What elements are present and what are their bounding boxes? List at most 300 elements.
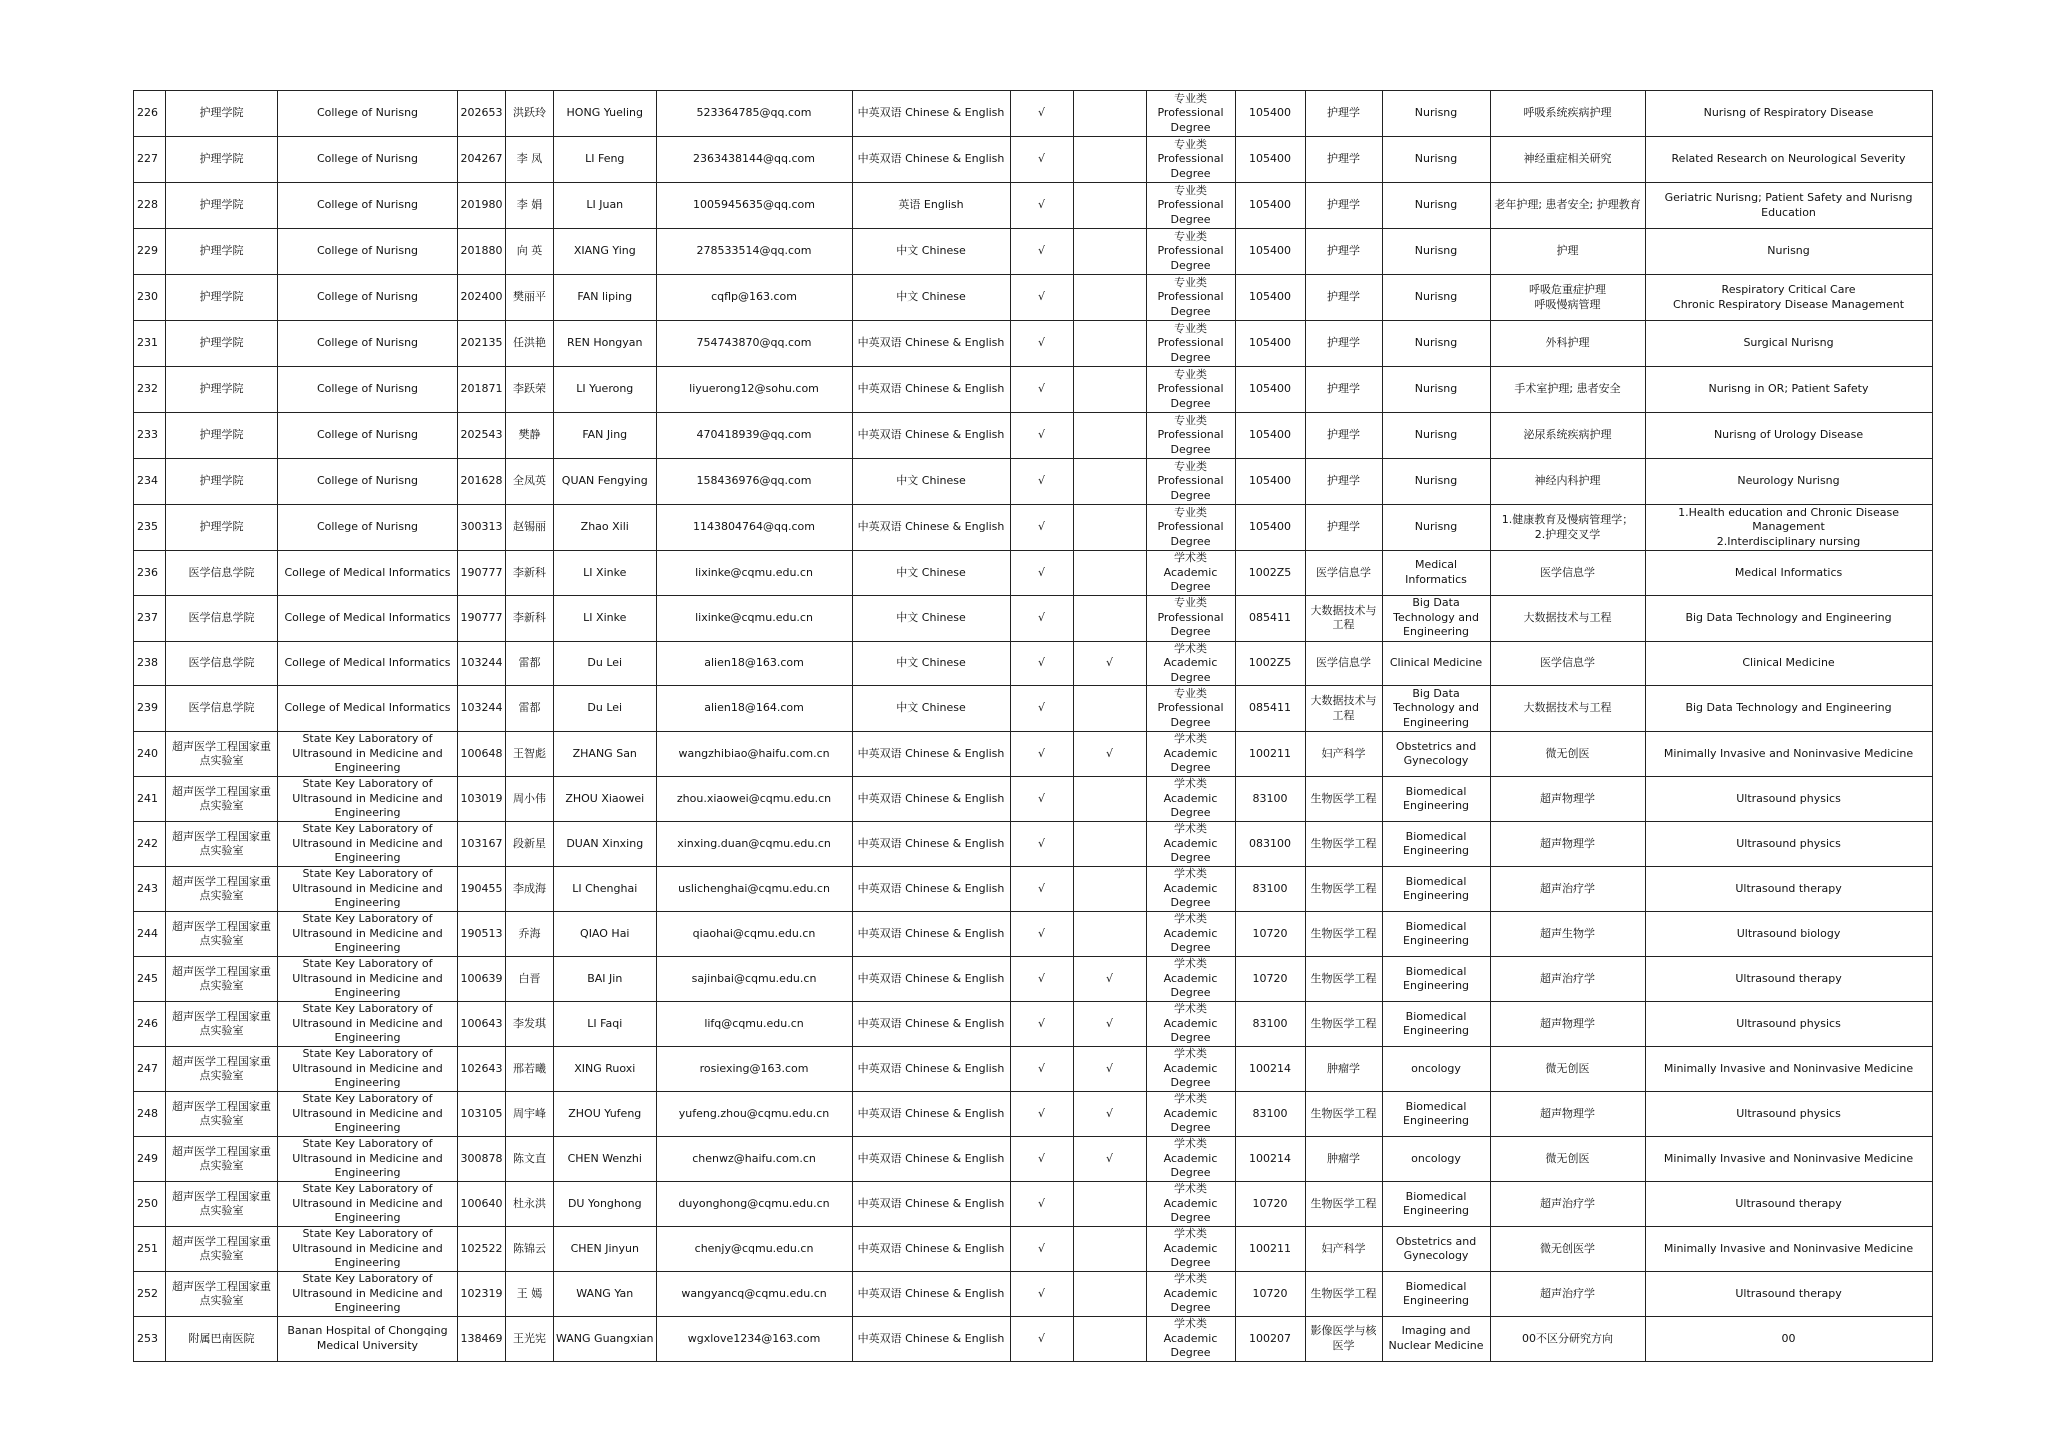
cell-direction-en: Surgical Nurisng: [1645, 321, 1932, 367]
cell-college-en: College of Nurisng: [278, 229, 458, 275]
cell-language: 中英双语 Chinese & English: [852, 137, 1010, 183]
cell-staff-id: 202400: [458, 275, 506, 321]
cell-major-code: 085411: [1235, 595, 1305, 641]
cell-name-cn: 李新科: [506, 595, 554, 641]
cell-staff-id: 204267: [458, 137, 506, 183]
cell-direction-en: Ultrasound physics: [1645, 1092, 1932, 1137]
cell-college-en: College of Nurisng: [278, 137, 458, 183]
cell-check-2: √: [1073, 641, 1146, 686]
cell-check-2: [1073, 686, 1146, 732]
cell-no: 238: [134, 641, 166, 686]
cell-direction-en: Big Data Technology and Engineering: [1645, 595, 1932, 641]
cell-college-cn: 超声医学工程国家重点实验室: [166, 822, 278, 867]
cell-check-2: [1073, 1182, 1146, 1227]
cell-check-2: √: [1073, 1002, 1146, 1047]
cell-check-2: [1073, 413, 1146, 459]
cell-language: 中英双语 Chinese & English: [852, 1047, 1010, 1092]
cell-check-2: √: [1073, 1047, 1146, 1092]
cell-degree-type: 专业类 Professional Degree: [1146, 183, 1235, 229]
cell-direction-en: Nurisng of Urology Disease: [1645, 413, 1932, 459]
cell-college-cn: 护理学院: [166, 229, 278, 275]
table-row: [134, 686, 1933, 732]
cell-check-2: [1073, 1272, 1146, 1317]
cell-check-2: [1073, 183, 1146, 229]
cell-staff-id: 202543: [458, 413, 506, 459]
cell-college-cn: 医学信息学院: [166, 551, 278, 596]
cell-direction-en: Ultrasound biology: [1645, 912, 1932, 957]
cell-name-cn: 李成海: [506, 867, 554, 912]
cell-name-cn: 乔海: [506, 912, 554, 957]
cell-no: 244: [134, 912, 166, 957]
cell-no: 251: [134, 1227, 166, 1272]
cell-name-en: CHEN Wenzhi: [554, 1137, 657, 1182]
cell-check-1: √: [1010, 732, 1073, 777]
cell-language: 中文 Chinese: [852, 595, 1010, 641]
cell-language: 中英双语 Chinese & English: [852, 732, 1010, 777]
cell-no: 226: [134, 91, 166, 137]
cell-degree-type: 学术类 Academic Degree: [1146, 822, 1235, 867]
cell-major-code: 100214: [1235, 1047, 1305, 1092]
cell-check-1: √: [1010, 822, 1073, 867]
cell-college-cn: 超声医学工程国家重点实验室: [166, 777, 278, 822]
cell-major-en: Nurisng: [1382, 275, 1490, 321]
cell-college-en: College of Nurisng: [278, 183, 458, 229]
cell-check-1: √: [1010, 1227, 1073, 1272]
cell-major-cn: 生物医学工程: [1305, 1002, 1382, 1047]
cell-name-en: ZHOU Yufeng: [554, 1092, 657, 1137]
cell-direction-en: Minimally Invasive and Noninvasive Medicine: [1645, 1047, 1932, 1092]
cell-check-1: √: [1010, 551, 1073, 596]
cell-college-cn: 超声医学工程国家重点实验室: [166, 912, 278, 957]
cell-language: 中文 Chinese: [852, 686, 1010, 732]
cell-direction-en: Respiratory Critical Care Chronic Respiratory Disease Management: [1645, 275, 1932, 321]
cell-direction-cn: 医学信息学: [1490, 551, 1645, 596]
cell-staff-id: 102643: [458, 1047, 506, 1092]
cell-major-cn: 生物医学工程: [1305, 1272, 1382, 1317]
cell-college-cn: 超声医学工程国家重点实验室: [166, 1047, 278, 1092]
cell-major-cn: 护理学: [1305, 183, 1382, 229]
cell-college-cn: 超声医学工程国家重点实验室: [166, 1182, 278, 1227]
cell-degree-type: 学术类 Academic Degree: [1146, 1137, 1235, 1182]
cell-staff-id: 201880: [458, 229, 506, 275]
cell-language: 中英双语 Chinese & English: [852, 413, 1010, 459]
table-row: [134, 867, 1933, 912]
cell-no: 240: [134, 732, 166, 777]
table-row: [134, 91, 1933, 137]
table-row: [134, 183, 1933, 229]
table-row: [134, 1227, 1933, 1272]
cell-direction-cn: 超声治疗学: [1490, 1272, 1645, 1317]
cell-direction-cn: 微无创医学: [1490, 1227, 1645, 1272]
cell-major-code: 83100: [1235, 1092, 1305, 1137]
cell-check-2: [1073, 91, 1146, 137]
cell-college-en: College of Nurisng: [278, 275, 458, 321]
cell-name-cn: 任洪艳: [506, 321, 554, 367]
cell-major-en: Obstetrics and Gynecology: [1382, 1227, 1490, 1272]
cell-name-en: FAN liping: [554, 275, 657, 321]
cell-direction-cn: 泌尿系统疾病护理: [1490, 413, 1645, 459]
cell-major-en: Nurisng: [1382, 367, 1490, 413]
table-row: [134, 1317, 1933, 1362]
cell-check-1: √: [1010, 505, 1073, 551]
cell-check-2: [1073, 505, 1146, 551]
table-row: [134, 229, 1933, 275]
cell-degree-type: 学术类 Academic Degree: [1146, 957, 1235, 1002]
cell-direction-en: Nurisng of Respiratory Disease: [1645, 91, 1932, 137]
cell-major-en: oncology: [1382, 1047, 1490, 1092]
cell-college-en: College of Nurisng: [278, 413, 458, 459]
cell-direction-cn: 神经内科护理: [1490, 459, 1645, 505]
cell-no: 235: [134, 505, 166, 551]
cell-degree-type: 学术类 Academic Degree: [1146, 777, 1235, 822]
cell-college-en: State Key Laboratory of Ultrasound in Medicine and Engineering: [278, 1137, 458, 1182]
cell-language: 中英双语 Chinese & English: [852, 505, 1010, 551]
cell-major-cn: 护理学: [1305, 137, 1382, 183]
cell-email: 158436976@qq.com: [656, 459, 852, 505]
table-row: [134, 137, 1933, 183]
cell-language: 中英双语 Chinese & English: [852, 1002, 1010, 1047]
cell-major-en: Biomedical Engineering: [1382, 1092, 1490, 1137]
cell-direction-en: Ultrasound physics: [1645, 777, 1932, 822]
cell-major-code: 100211: [1235, 732, 1305, 777]
cell-email: 2363438144@qq.com: [656, 137, 852, 183]
cell-college-en: College of Medical Informatics: [278, 686, 458, 732]
cell-direction-cn: 00不区分研究方向: [1490, 1317, 1645, 1362]
cell-direction-en: 00: [1645, 1317, 1932, 1362]
cell-direction-cn: 老年护理; 患者安全; 护理教育: [1490, 183, 1645, 229]
table-row: [134, 505, 1933, 551]
cell-major-code: 105400: [1235, 229, 1305, 275]
cell-college-cn: 超声医学工程国家重点实验室: [166, 1137, 278, 1182]
cell-college-cn: 医学信息学院: [166, 686, 278, 732]
cell-email: 523364785@qq.com: [656, 91, 852, 137]
cell-staff-id: 201980: [458, 183, 506, 229]
cell-check-2: [1073, 321, 1146, 367]
cell-college-cn: 护理学院: [166, 91, 278, 137]
cell-no: 248: [134, 1092, 166, 1137]
cell-name-en: BAI Jin: [554, 957, 657, 1002]
cell-direction-cn: 医学信息学: [1490, 641, 1645, 686]
cell-major-cn: 护理学: [1305, 229, 1382, 275]
cell-degree-type: 学术类 Academic Degree: [1146, 1317, 1235, 1362]
cell-check-1: √: [1010, 867, 1073, 912]
cell-language: 中英双语 Chinese & English: [852, 912, 1010, 957]
cell-language: 中英双语 Chinese & English: [852, 957, 1010, 1002]
cell-college-en: State Key Laboratory of Ultrasound in Medicine and Engineering: [278, 777, 458, 822]
cell-no: 230: [134, 275, 166, 321]
cell-check-1: √: [1010, 367, 1073, 413]
cell-check-1: √: [1010, 183, 1073, 229]
cell-name-cn: 陈文直: [506, 1137, 554, 1182]
cell-major-code: 10720: [1235, 957, 1305, 1002]
cell-major-cn: 护理学: [1305, 275, 1382, 321]
cell-check-2: [1073, 867, 1146, 912]
table-row: [134, 1047, 1933, 1092]
table-row: [134, 459, 1933, 505]
cell-college-en: College of Nurisng: [278, 367, 458, 413]
cell-college-en: State Key Laboratory of Ultrasound in Medicine and Engineering: [278, 1272, 458, 1317]
cell-college-cn: 超声医学工程国家重点实验室: [166, 867, 278, 912]
cell-language: 中英双语 Chinese & English: [852, 777, 1010, 822]
cell-name-cn: 周宇峰: [506, 1092, 554, 1137]
cell-email: uslichenghai@cqmu.edu.cn: [656, 867, 852, 912]
table-row: [134, 1182, 1933, 1227]
cell-staff-id: 100648: [458, 732, 506, 777]
cell-check-2: [1073, 1317, 1146, 1362]
cell-major-cn: 大数据技术与工程: [1305, 686, 1382, 732]
cell-college-en: State Key Laboratory of Ultrasound in Medicine and Engineering: [278, 822, 458, 867]
cell-language: 中英双语 Chinese & English: [852, 822, 1010, 867]
cell-no: 228: [134, 183, 166, 229]
cell-major-cn: 大数据技术与工程: [1305, 595, 1382, 641]
cell-name-en: DU Yonghong: [554, 1182, 657, 1227]
cell-college-en: State Key Laboratory of Ultrasound in Medicine and Engineering: [278, 1227, 458, 1272]
cell-check-2: √: [1073, 732, 1146, 777]
cell-name-en: DUAN Xinxing: [554, 822, 657, 867]
cell-major-code: 100207: [1235, 1317, 1305, 1362]
cell-major-code: 105400: [1235, 275, 1305, 321]
cell-email: 754743870@qq.com: [656, 321, 852, 367]
cell-direction-cn: 手术室护理; 患者安全: [1490, 367, 1645, 413]
cell-college-cn: 护理学院: [166, 275, 278, 321]
cell-degree-type: 学术类 Academic Degree: [1146, 1182, 1235, 1227]
cell-no: 249: [134, 1137, 166, 1182]
cell-name-en: CHEN Jinyun: [554, 1227, 657, 1272]
cell-major-en: Nurisng: [1382, 91, 1490, 137]
cell-check-2: [1073, 1227, 1146, 1272]
cell-direction-en: Minimally Invasive and Noninvasive Medicine: [1645, 732, 1932, 777]
cell-no: 236: [134, 551, 166, 596]
cell-no: 245: [134, 957, 166, 1002]
cell-no: 246: [134, 1002, 166, 1047]
cell-direction-cn: 超声物理学: [1490, 777, 1645, 822]
cell-major-code: 100214: [1235, 1137, 1305, 1182]
cell-name-en: QIAO Hai: [554, 912, 657, 957]
cell-email: wgxlove1234@163.com: [656, 1317, 852, 1362]
cell-language: 中文 Chinese: [852, 641, 1010, 686]
cell-staff-id: 103244: [458, 641, 506, 686]
cell-staff-id: 190455: [458, 867, 506, 912]
cell-no: 233: [134, 413, 166, 459]
cell-name-cn: 周小伟: [506, 777, 554, 822]
cell-language: 中英双语 Chinese & English: [852, 1137, 1010, 1182]
cell-staff-id: 300878: [458, 1137, 506, 1182]
table-row: [134, 912, 1933, 957]
cell-name-en: LI Xinke: [554, 595, 657, 641]
cell-check-2: [1073, 137, 1146, 183]
table-row: [134, 321, 1933, 367]
cell-college-cn: 超声医学工程国家重点实验室: [166, 1272, 278, 1317]
cell-major-en: Big Data Technology and Engineering: [1382, 686, 1490, 732]
cell-college-cn: 医学信息学院: [166, 595, 278, 641]
cell-degree-type: 学术类 Academic Degree: [1146, 1092, 1235, 1137]
cell-degree-type: 专业类 Professional Degree: [1146, 229, 1235, 275]
cell-email: 1005945635@qq.com: [656, 183, 852, 229]
cell-email: sajinbai@cqmu.edu.cn: [656, 957, 852, 1002]
cell-name-cn: 赵锡丽: [506, 505, 554, 551]
cell-college-en: College of Medical Informatics: [278, 595, 458, 641]
cell-major-cn: 妇产科学: [1305, 1227, 1382, 1272]
cell-direction-cn: 超声生物学: [1490, 912, 1645, 957]
cell-direction-cn: 微无创医: [1490, 1047, 1645, 1092]
cell-staff-id: 202653: [458, 91, 506, 137]
cell-language: 中英双语 Chinese & English: [852, 367, 1010, 413]
cell-major-en: Big Data Technology and Engineering: [1382, 595, 1490, 641]
cell-college-en: College of Medical Informatics: [278, 551, 458, 596]
cell-major-en: Obstetrics and Gynecology: [1382, 732, 1490, 777]
cell-email: chenwz@haifu.com.cn: [656, 1137, 852, 1182]
cell-degree-type: 学术类 Academic Degree: [1146, 1227, 1235, 1272]
cell-college-cn: 医学信息学院: [166, 641, 278, 686]
cell-major-en: Nurisng: [1382, 229, 1490, 275]
table-row: [134, 595, 1933, 641]
cell-name-en: Du Lei: [554, 641, 657, 686]
cell-major-en: Medical Informatics: [1382, 551, 1490, 596]
cell-check-1: √: [1010, 686, 1073, 732]
cell-college-en: College of Nurisng: [278, 459, 458, 505]
cell-name-cn: 全凤英: [506, 459, 554, 505]
cell-major-code: 83100: [1235, 867, 1305, 912]
cell-email: cqflp@163.com: [656, 275, 852, 321]
table-row: [134, 957, 1933, 1002]
cell-staff-id: 103105: [458, 1092, 506, 1137]
cell-name-en: QUAN Fengying: [554, 459, 657, 505]
cell-check-2: [1073, 275, 1146, 321]
cell-no: 241: [134, 777, 166, 822]
cell-major-code: 083100: [1235, 822, 1305, 867]
cell-major-cn: 影像医学与核医学: [1305, 1317, 1382, 1362]
cell-direction-cn: 微无创医: [1490, 732, 1645, 777]
cell-college-cn: 护理学院: [166, 137, 278, 183]
cell-language: 中文 Chinese: [852, 551, 1010, 596]
cell-check-2: [1073, 822, 1146, 867]
cell-name-cn: 雷都: [506, 686, 554, 732]
cell-language: 中文 Chinese: [852, 275, 1010, 321]
cell-no: 234: [134, 459, 166, 505]
cell-degree-type: 学术类 Academic Degree: [1146, 912, 1235, 957]
cell-email: 1143804764@qq.com: [656, 505, 852, 551]
cell-college-cn: 超声医学工程国家重点实验室: [166, 1092, 278, 1137]
cell-direction-en: Medical Informatics: [1645, 551, 1932, 596]
cell-language: 英语 English: [852, 183, 1010, 229]
cell-direction-en: Nurisng in OR; Patient Safety: [1645, 367, 1932, 413]
cell-no: 237: [134, 595, 166, 641]
cell-degree-type: 专业类 Professional Degree: [1146, 459, 1235, 505]
cell-name-en: HONG Yueling: [554, 91, 657, 137]
cell-email: lixinke@cqmu.edu.cn: [656, 595, 852, 641]
cell-direction-en: Clinical Medicine: [1645, 641, 1932, 686]
cell-name-cn: 邢若曦: [506, 1047, 554, 1092]
cell-degree-type: 学术类 Academic Degree: [1146, 1047, 1235, 1092]
cell-language: 中文 Chinese: [852, 459, 1010, 505]
cell-email: duyonghong@cqmu.edu.cn: [656, 1182, 852, 1227]
cell-college-cn: 超声医学工程国家重点实验室: [166, 1002, 278, 1047]
cell-degree-type: 学术类 Academic Degree: [1146, 1272, 1235, 1317]
cell-name-en: ZHOU Xiaowei: [554, 777, 657, 822]
cell-check-1: √: [1010, 1137, 1073, 1182]
cell-degree-type: 专业类 Professional Degree: [1146, 505, 1235, 551]
cell-name-cn: 王智彪: [506, 732, 554, 777]
cell-name-cn: 李跃荣: [506, 367, 554, 413]
cell-name-en: LI Xinke: [554, 551, 657, 596]
cell-name-cn: 樊丽平: [506, 275, 554, 321]
table-body: [134, 91, 1933, 1362]
cell-college-en: State Key Laboratory of Ultrasound in Medicine and Engineering: [278, 867, 458, 912]
cell-direction-cn: 呼吸危重症护理 呼吸慢病管理: [1490, 275, 1645, 321]
cell-major-code: 105400: [1235, 459, 1305, 505]
cell-major-en: Biomedical Engineering: [1382, 912, 1490, 957]
cell-name-en: LI Chenghai: [554, 867, 657, 912]
cell-major-code: 10720: [1235, 912, 1305, 957]
cell-direction-en: Ultrasound therapy: [1645, 1272, 1932, 1317]
cell-college-cn: 超声医学工程国家重点实验室: [166, 957, 278, 1002]
cell-direction-en: Geriatric Nurisng; Patient Safety and Nurisng Education: [1645, 183, 1932, 229]
cell-major-en: Nurisng: [1382, 321, 1490, 367]
cell-major-cn: 护理学: [1305, 505, 1382, 551]
cell-name-cn: 王光宪: [506, 1317, 554, 1362]
cell-major-cn: 医学信息学: [1305, 641, 1382, 686]
cell-direction-cn: 1.健康教育及慢病管理学； 2.护理交叉学: [1490, 505, 1645, 551]
cell-direction-en: Big Data Technology and Engineering: [1645, 686, 1932, 732]
cell-check-1: √: [1010, 1272, 1073, 1317]
cell-no: 227: [134, 137, 166, 183]
table-row: [134, 275, 1933, 321]
cell-major-en: Clinical Medicine: [1382, 641, 1490, 686]
cell-email: xinxing.duan@cqmu.edu.cn: [656, 822, 852, 867]
cell-staff-id: 103244: [458, 686, 506, 732]
cell-staff-id: 202135: [458, 321, 506, 367]
cell-major-code: 100211: [1235, 1227, 1305, 1272]
cell-direction-en: Ultrasound therapy: [1645, 1182, 1932, 1227]
cell-check-1: √: [1010, 229, 1073, 275]
cell-college-cn: 超声医学工程国家重点实验室: [166, 1227, 278, 1272]
cell-degree-type: 专业类 Professional Degree: [1146, 595, 1235, 641]
cell-degree-type: 学术类 Academic Degree: [1146, 1002, 1235, 1047]
cell-language: 中英双语 Chinese & English: [852, 321, 1010, 367]
cell-check-1: √: [1010, 459, 1073, 505]
cell-name-cn: 李 凤: [506, 137, 554, 183]
cell-direction-en: Minimally Invasive and Noninvasive Medicine: [1645, 1137, 1932, 1182]
cell-name-en: LI Feng: [554, 137, 657, 183]
cell-major-en: Nurisng: [1382, 505, 1490, 551]
cell-major-en: Nurisng: [1382, 183, 1490, 229]
cell-degree-type: 专业类 Professional Degree: [1146, 91, 1235, 137]
cell-major-cn: 生物医学工程: [1305, 867, 1382, 912]
cell-name-cn: 段新星: [506, 822, 554, 867]
table-row: [134, 641, 1933, 686]
cell-staff-id: 300313: [458, 505, 506, 551]
cell-college-en: College of Nurisng: [278, 321, 458, 367]
cell-staff-id: 100640: [458, 1182, 506, 1227]
cell-name-cn: 李发琪: [506, 1002, 554, 1047]
cell-staff-id: 103019: [458, 777, 506, 822]
cell-email: yufeng.zhou@cqmu.edu.cn: [656, 1092, 852, 1137]
cell-direction-en: 1.Health education and Chronic Disease Management 2.Interdisciplinary nursing: [1645, 505, 1932, 551]
cell-major-en: Biomedical Engineering: [1382, 1182, 1490, 1227]
cell-name-en: WANG Guangxian: [554, 1317, 657, 1362]
table-row: [134, 413, 1933, 459]
cell-major-en: Biomedical Engineering: [1382, 957, 1490, 1002]
table-row: [134, 1137, 1933, 1182]
cell-staff-id: 201871: [458, 367, 506, 413]
cell-staff-id: 100643: [458, 1002, 506, 1047]
cell-degree-type: 学术类 Academic Degree: [1146, 551, 1235, 596]
cell-direction-cn: 超声物理学: [1490, 1092, 1645, 1137]
cell-check-2: [1073, 229, 1146, 275]
cell-no: 250: [134, 1182, 166, 1227]
cell-major-en: Biomedical Engineering: [1382, 822, 1490, 867]
cell-language: 中英双语 Chinese & English: [852, 1092, 1010, 1137]
